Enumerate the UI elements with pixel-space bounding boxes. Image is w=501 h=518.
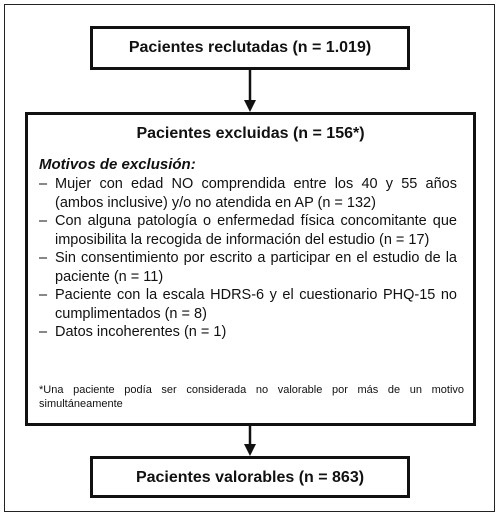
exclusion-item: – Sin consentimiento por escrito a participar en el estudio de la paciente (n = 11): [39, 250, 457, 285]
arrow-down-icon: [244, 426, 256, 456]
bullet-dash: –: [39, 287, 48, 303]
exclusion-item: – Datos incoherentes (n = 1): [39, 324, 227, 340]
valid-label: Pacientes valorables (n = 863): [135, 469, 365, 486]
bullet-dash: –: [39, 176, 48, 192]
recruited-label: Pacientes reclutadas (n = 1.019): [128, 39, 372, 56]
arrow-down-1: [244, 70, 256, 112]
excluded-label: Pacientes excluidas (n = 156*): [136, 125, 365, 142]
arrow-down-icon: [244, 70, 256, 112]
motives-heading: Motivos de exclusión:: [39, 156, 196, 173]
footnote: *Una paciente podía ser considerada no valorable por más de un motivo simultáneamente: [39, 384, 464, 410]
recruited-box: [90, 26, 410, 70]
bullet-dash: –: [39, 213, 48, 229]
exclusion-list: [39, 175, 457, 342]
arrow-down-2: [244, 426, 256, 456]
exclusion-item: – Paciente con la escala HDRS-6 y el cuestionario PHQ-15 no cumplimentados (n = 8): [39, 287, 457, 322]
bullet-dash: –: [39, 250, 48, 266]
valid-box: [90, 456, 410, 498]
exclusion-item: – Con alguna patología o enfermedad física concomitante que imposibilita la recogida de información del estudio (n = 17): [39, 213, 457, 248]
bullet-dash: –: [39, 324, 48, 340]
exclusion-item: – Mujer con edad NO comprendida entre los 40 y 55 años (ambos inclusive) y/o no atendida en AP (n = 132): [39, 176, 457, 211]
excluded-box: [25, 112, 476, 426]
